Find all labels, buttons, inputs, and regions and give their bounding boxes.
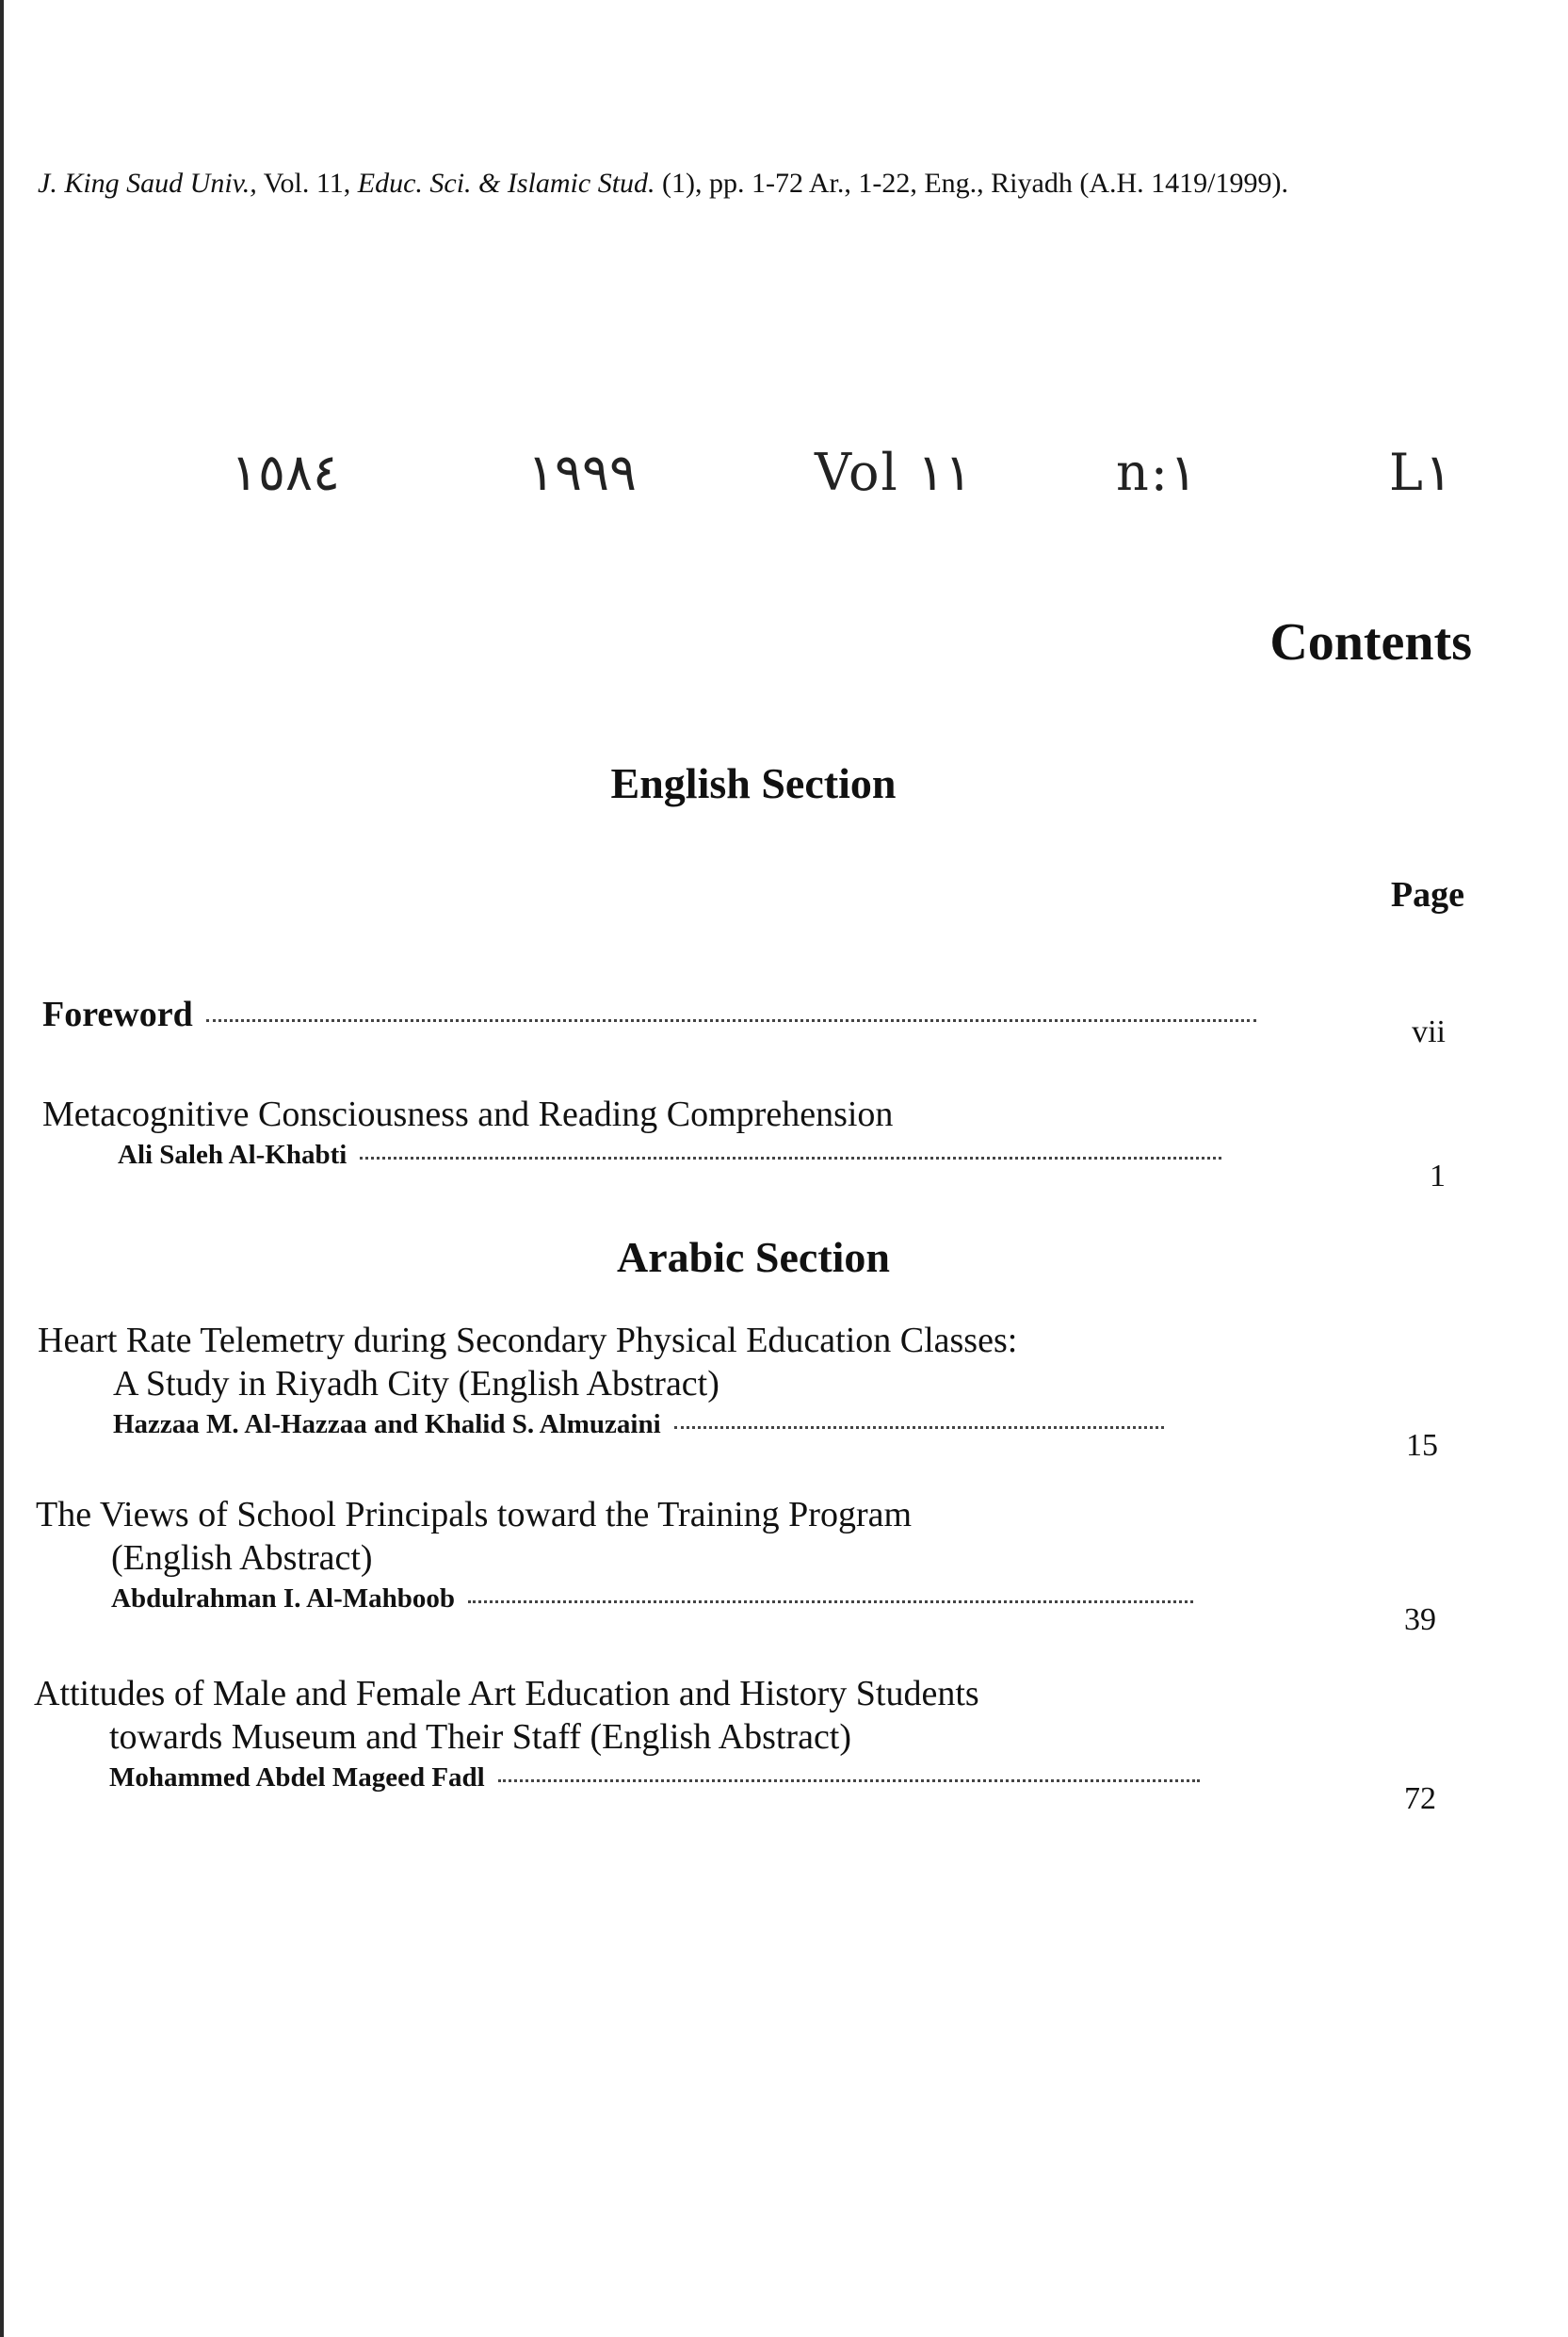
dot-leader [360, 1157, 1221, 1160]
toc-entry [0, 1672, 1568, 1816]
journal-volume: Vol. 11, [263, 168, 351, 199]
handwritten-notes [0, 443, 1568, 518]
dot-leader [498, 1779, 1200, 1782]
entry-author: Hazzaa M. Al-Hazzaa and Khalid S. Almuzaini [113, 1409, 661, 1439]
entry-title-continued: towards Museum and Their Staff (English Abstract) [109, 1717, 852, 1757]
dot-leader [206, 1019, 1256, 1022]
handwritten-note: ١٩٩٩ [527, 443, 638, 502]
handwritten-note: ١٥٨٤ [231, 443, 341, 502]
toc-entry [0, 1093, 1568, 1193]
entry-title: The Views of School Principals toward the Training Program [36, 1495, 913, 1534]
toc-entry [0, 1319, 1568, 1463]
journal-citation [38, 168, 1526, 200]
toc-entry-foreword [0, 994, 1568, 1049]
dot-leader [674, 1426, 1164, 1429]
handwritten-note: n:١ [1116, 443, 1197, 502]
page-column-label: Page [1390, 875, 1464, 915]
journal-field: Educ. Sci. & Islamic Stud. [357, 168, 655, 199]
entry-author: Mohammed Abdel Mageed Fadl [109, 1762, 485, 1793]
toc-entry [0, 1493, 1568, 1637]
page-number: vii [1412, 1014, 1446, 1049]
entry-title: Attitudes of Male and Female Art Education and History Students [34, 1674, 979, 1713]
entry-title-continued: A Study in Riyadh City (English Abstract) [113, 1364, 719, 1404]
page-number: 15 [1406, 1428, 1438, 1463]
entry-author: Ali Saleh Al-Khabti [118, 1140, 348, 1170]
contents-title: Contents [1269, 613, 1472, 672]
arabic-section-title: Arabic Section [616, 1233, 890, 1281]
handwritten-note: Vol ١١ [815, 443, 973, 502]
entry-author: Abdulrahman I. Al-Mahboob [111, 1583, 456, 1614]
entry-title: Foreword [42, 995, 193, 1034]
english-section-title: English Section [610, 759, 897, 807]
entry-title: Heart Rate Telemetry during Secondary Physical Education Classes: [38, 1321, 1018, 1360]
page-number: 1 [1430, 1159, 1446, 1193]
journal-name: J. King Saud Univ., [38, 168, 257, 199]
handwritten-note: L١ [1389, 443, 1452, 502]
page-number: 72 [1404, 1781, 1436, 1816]
page-number: 39 [1404, 1602, 1436, 1637]
entry-title: Metacognitive Consciousness and Reading Comprehension [42, 1095, 894, 1134]
journal-issue-pages: (1), pp. 1-72 Ar., 1-22, Eng., Riyadh (A.H. 1419/1999). [662, 168, 1288, 199]
entry-title-continued: (English Abstract) [111, 1538, 373, 1578]
dot-leader [468, 1600, 1193, 1603]
